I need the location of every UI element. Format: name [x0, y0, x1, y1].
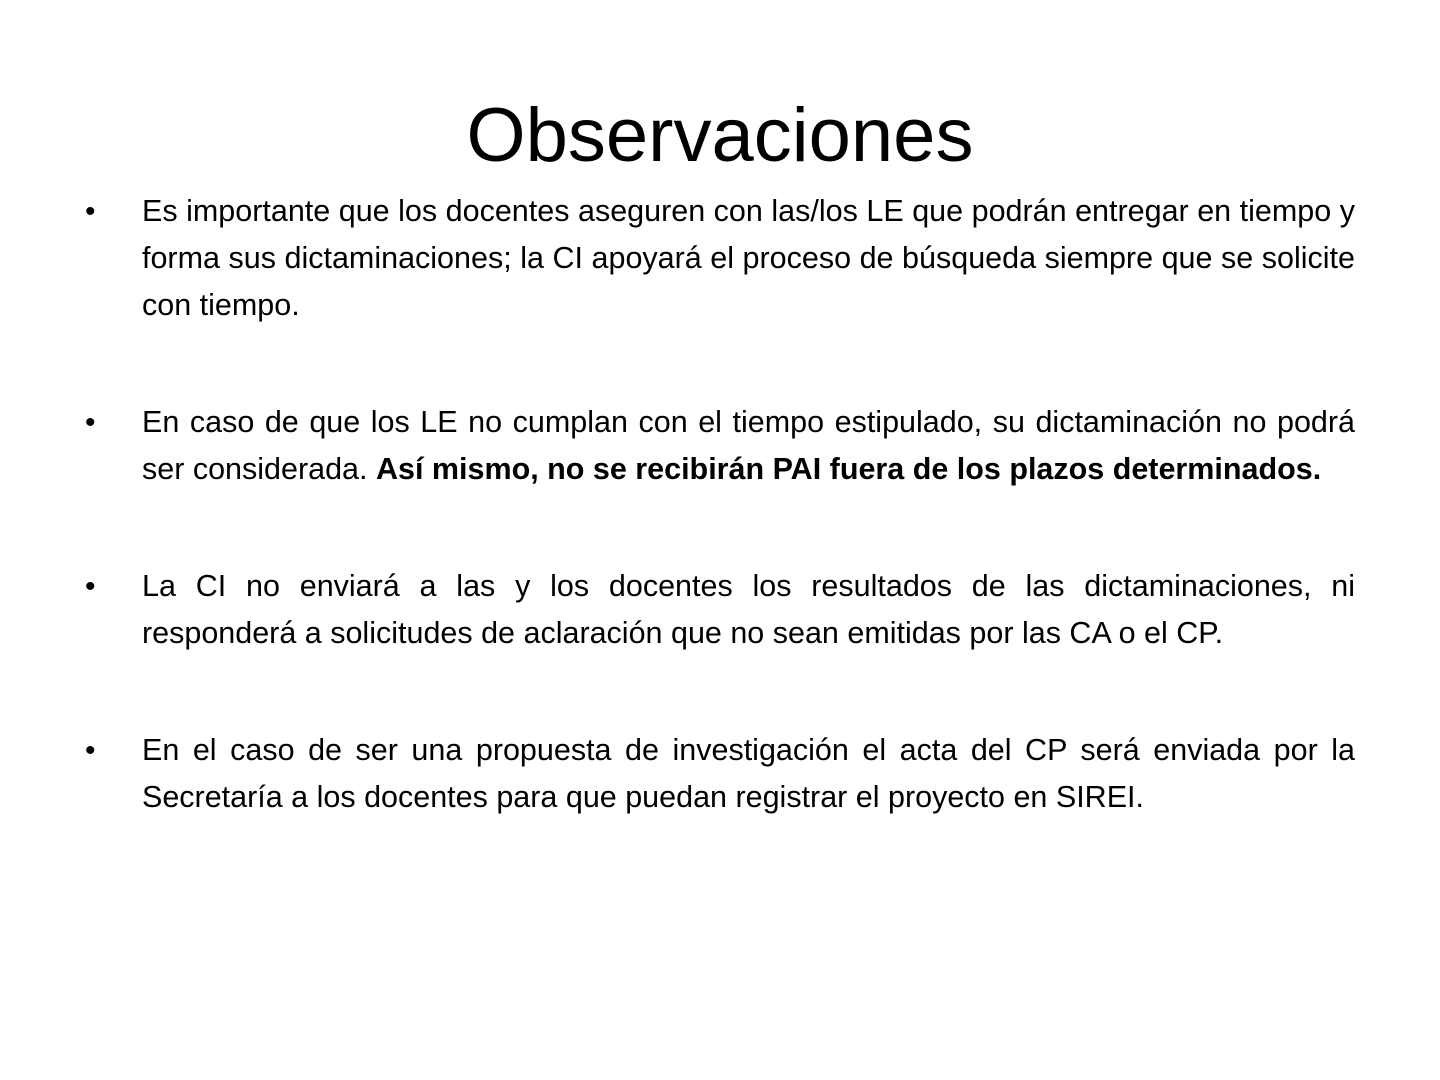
bullet-text: En el caso de ser una propuesta de investigación el acta del CP será enviada por la Secretaría a los docentes para que puedan registrar el proyecto en SIREI.: [142, 733, 1355, 814]
bullet-text: La CI no enviará a las y los docentes los resultados de las dictaminaciones, ni responderá a solicitudes de aclaración que no sean emitidas por las CA o el CP.: [142, 569, 1355, 650]
slide-title: Observaciones: [466, 93, 974, 178]
bullet-item: [80, 399, 1355, 493]
bullet-dot-icon: •: [85, 734, 96, 767]
bullet-item: [80, 563, 1355, 657]
bullet-text: En caso de que los LE no cumplan con el tiempo estipulado, su dictaminación no podrá ser considerada.: [142, 405, 1355, 486]
bullet-list: [80, 188, 1355, 891]
bullet-dot-icon: •: [85, 195, 96, 228]
bullet-dot-icon: •: [85, 570, 96, 603]
bullet-dot-icon: •: [85, 406, 96, 439]
bullet-item: [80, 727, 1355, 821]
bullet-item: [80, 188, 1355, 329]
bullet-bold-text: Así mismo, no se recibirán PAI fuera de los plazos determinados.: [375, 452, 1322, 486]
bullet-text: Es importante que los docentes aseguren con las/los LE que podrán entregar en tiempo y forma sus dictaminaciones; la CI apoyará el proceso de búsqueda siempre que se solicite con tiempo.: [142, 194, 1355, 322]
